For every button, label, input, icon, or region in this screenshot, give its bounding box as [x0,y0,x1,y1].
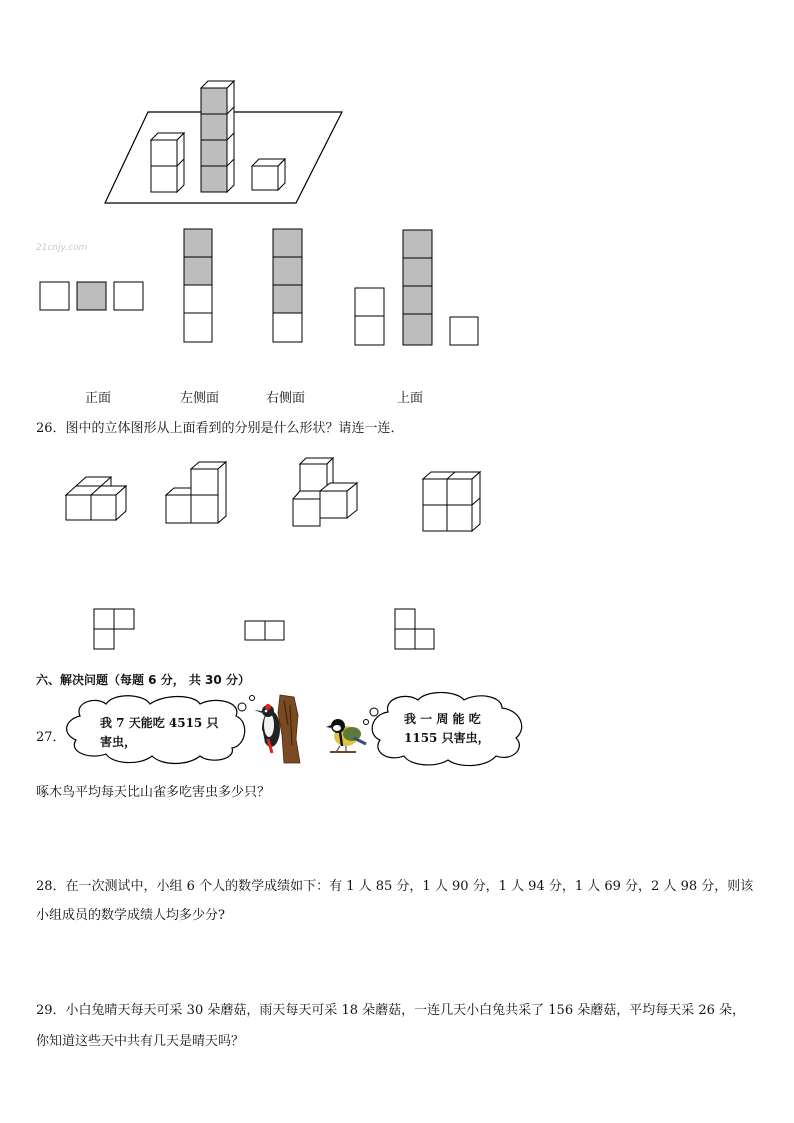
q28-line-1: 28．在一次测试中，小组 6 个人的数学成绩如下：有 1 人 85 分，1 人 90 分，1 人 94 分，1 人 69 分，2 人 98 分，则该 [36,879,754,894]
label-top: 上面 [397,391,424,406]
top-view-left-stack [355,288,384,345]
view-drawings [0,220,794,350]
top-view-single [450,317,478,345]
section-6-title: 六、解决问题（每题 6 分， 共 30 分） [36,673,250,687]
watermark: 21cnjy.com [36,243,88,253]
top-shape-l-reversed [395,609,434,649]
q26-text: 26．图中的立体图形从上面看到的分别是什么形状？请连一连． [36,421,404,436]
label-left-side: 左侧面 [180,391,220,406]
solid-two-cubes [66,477,126,520]
top-shape-l [94,609,134,649]
woodpecker-line-2: 害虫， [100,735,137,749]
single-cube [252,159,285,190]
q28-line-2: 小组成员的数学成绩人均多少分? [36,908,225,923]
left-cube-stack [151,133,184,192]
tall-cube-stack [201,81,234,192]
top-view-tall-stack [403,230,432,345]
q26-solids [0,455,794,535]
solid-pyramid [293,458,357,526]
tit-line-1: 我 一 周 能 吃 [404,712,481,726]
q29-line-2: 你知道这些天中共有几天是晴天吗？ [36,1034,245,1049]
q27-question: 啄木鸟平均每天比山雀多吃害虫多少只？ [36,785,271,800]
front-view [40,282,143,310]
right-side-view [273,229,302,342]
tit-line-2: 1155 只害虫， [404,731,490,745]
cube-platform-figure [0,0,794,210]
top-shape-two [245,621,284,640]
woodpecker-speech [100,714,218,752]
left-side-view [184,229,212,342]
label-front: 正面 [85,391,112,406]
q29-line-1: 29．小白兔晴天每天可采 30 朵蘑菇，雨天每天可采 18 朵蘑菇，一连几天小白兔共采了 156 朵蘑菇，平均每天采 26 朵， [36,1003,746,1018]
tit-speech [404,710,490,748]
woodpecker-line-1: 我 7 天能吃 4515 只 [100,716,219,730]
q26-top-views [0,600,794,655]
label-right-side: 右侧面 [266,391,306,406]
solid-block [423,472,480,531]
woodpecker-icon [254,695,300,763]
q27-number: 27． [36,730,66,745]
solid-l-stack [166,462,226,523]
